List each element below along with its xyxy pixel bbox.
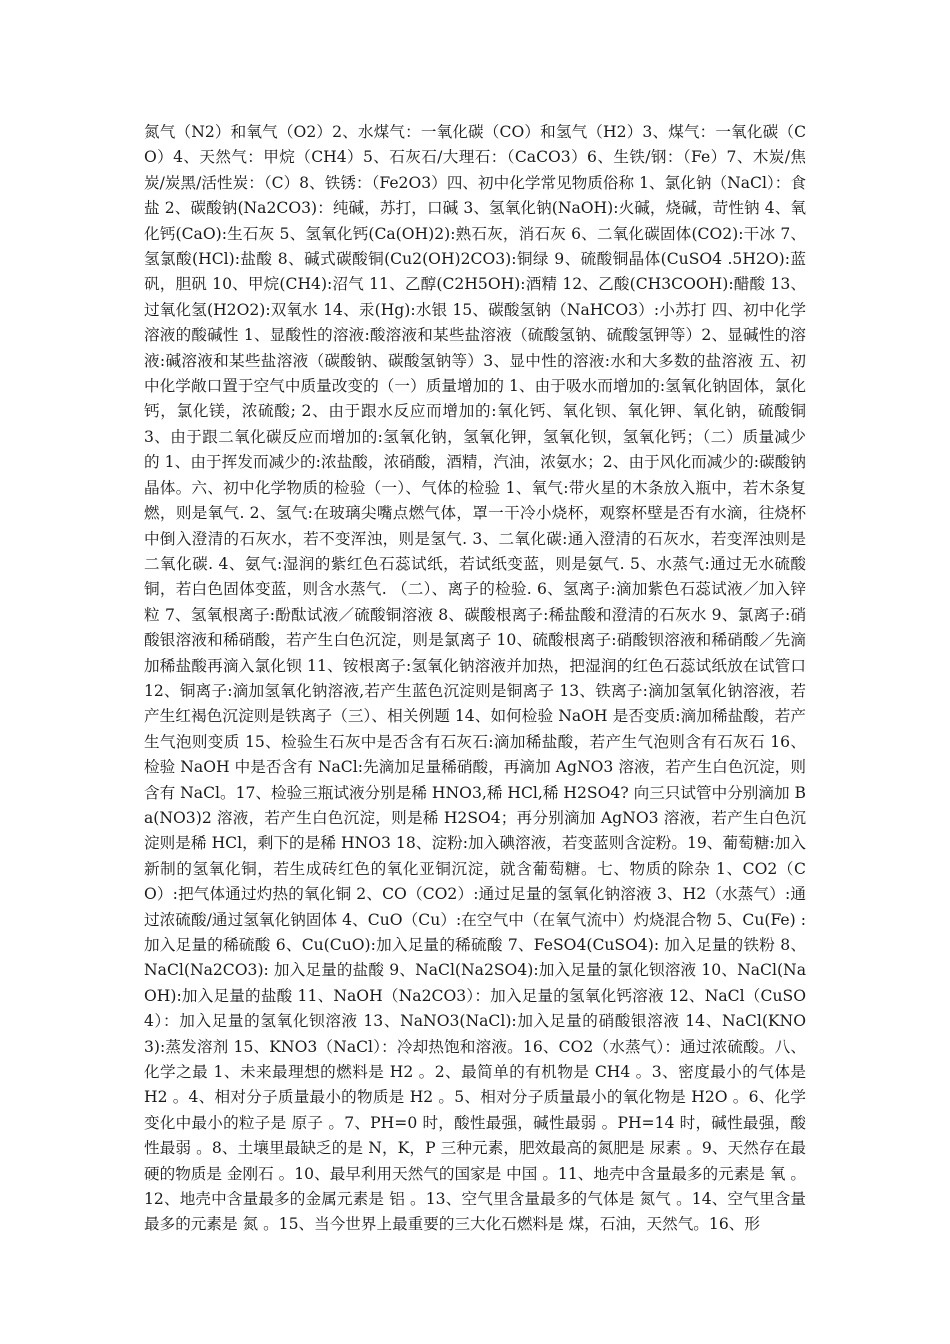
body-paragraph: 氮气（N2）和氧气（O2）2、水煤气：一氧化碳（CO）和氢气（H2）3、煤气：一氧化碳（CO）4、天然气：甲烷（CH4）5、石灰石/大理石：（CaCO3）6、生铁/钢：（Fe）7、木炭/焦炭/炭黑/活性炭：（C）8、铁锈：（Fe2O3）四、初中化学常见物质俗称 1、氯化钠（NaCl）：食盐 2、碳酸钠(Na2CO3)：纯碱，苏打，口碱 3、氢氧化钠(NaOH):火碱，烧碱，苛性钠 4、氧化钙(CaO):生石灰 5、氢氧化钙(Ca(OH)2):熟石灰，消石灰 6、二氧化碳固体(CO2):干冰 7、氢氯酸(HCl):盐酸 8、碱式碳酸铜(Cu2(OH)2CO3):铜绿 9、硫酸铜晶体(CuSO4 .5H2O):蓝矾，胆矾 10、甲烷(CH4):沼气 11、乙醇(C2H5OH):酒精 12、乙酸(CH3COOH):醋酸 13、过氧化氢(H2O2):双氧水 14、汞(Hg):水银 15、碳酸氢钠（NaHCO3）:小苏打 四、初中化学溶液的酸碱性 1、显酸性的溶液:酸溶液和某些盐溶液（硫酸氢钠、硫酸氢钾等）2、显碱性的溶液:碱溶液和某些盐溶液（碳酸钠、碳酸氢钠等）3、显中性的溶液:水和大多数的盐溶液 五、初中化学敞口置于空气中质量改变的（一）质量增加的 1、由于吸水而增加的:氢氧化钠固体，氯化钙，氯化镁，浓硫酸; 2、由于跟水反应而增加的:氧化钙、氧化钡、氧化钾、氧化钠，硫酸铜 3、由于跟二氧化碳反应而增加的:氢氧化钠，氢氧化钾，氢氧化钡，氢氧化钙；（二）质量减少的 1、由于挥发而减少的:浓盐酸，浓硝酸，酒精，汽油，浓氨水；2、由于风化而减少的:碳酸钠晶体。六、初中化学物质的检验（一）、气体的检验 1、氧气:带火星的木条放入瓶中，若木条复燃，则是氧气. 2、氢气:在玻璃尖嘴点燃气体，罩一干冷小烧杯，观察杯壁是否有水滴，往烧杯中倒入澄清的石灰水，若不变浑浊，则是氢气. 3、二氧化碳:通入澄清的石灰水，若变浑浊则是二氧化碳. 4、氨气:湿润的紫红色石蕊试纸，若试纸变蓝，则是氨气. 5、水蒸气:通过无水硫酸铜，若白色固体变蓝，则含水蒸气. （二）、离子的检验. 6、氢离子:滴加紫色石蕊试液／加入锌粒 7、氢氧根离子:酚酞试液／硫酸铜溶液 8、碳酸根离子:稀盐酸和澄清的石灰水 9、氯离子:硝酸银溶液和稀硝酸，若产生白色沉淀，则是氯离子 10、硫酸根离子:硝酸钡溶液和稀硝酸／先滴加稀盐酸再滴入氯化钡 11、铵根离子:氢氧化钠溶液并加热，把湿润的红色石蕊试纸放在试管口 12、铜离子:滴加氢氧化钠溶液,若产生蓝色沉淀则是铜离子 13、铁离子:滴加氢氧化钠溶液，若产生红褐色沉淀则是铁离子（三）、相关例题 14、如何检验 NaOH 是否变质:滴加稀盐酸，若产生气泡则变质 15、检验生石灰中是否含有石灰石:滴加稀盐酸，若产生气泡则含有石灰石 16、检验 NaOH 中是否含有 NaCl:先滴加足量稀硝酸，再滴加 AgNO3 溶液，若产生白色沉淀，则含有 NaCl。17、检验三瓶试液分别是稀 HNO3,稀 HCl,稀 H2SO4? 向三只试管中分别滴加 Ba(NO3)2 溶液，若产生白色沉淀，则是稀 H2SO4；再分别滴加 AgNO3 溶液，若产生白色沉淀则是稀 HCl，剩下的是稀 HNO3 18、淀粉:加入碘溶液，若变蓝则含淀粉。19、葡萄糖:加入新制的氢氧化铜，若生成砖红色的氧化亚铜沉淀，就含葡萄糖。七、物质的除杂 1、CO2（CO）:把气体通过灼热的氧化铜 2、CO（CO2）:通过足量的氢氧化钠溶液 3、H2（水蒸气）:通过浓硫酸/通过氢氧化钠固体 4、CuO（Cu）:在空气中（在氧气流中）灼烧混合物 5、Cu(Fe) :加入足量的稀硫酸 6、Cu(CuO):加入足量的稀硫酸 7、FeSO4(CuSO4): 加入足量的铁粉 8、NaCl(Na2CO3): 加入足量的盐酸 9、NaCl(Na2SO4):加入足量的氯化钡溶液 10、NaCl(NaOH):加入足量的盐酸 11、NaOH（Na2CO3）：加入足量的氢氧化钙溶液 12、NaCl（CuSO4）：加入足量的氢氧化钡溶液 13、NaNO3(NaCl):加入足量的硝酸银溶液 14、NaCl(KNO3):蒸发溶剂 15、KNO3（NaCl）：冷却热饱和溶液。16、CO2（水蒸气）：通过浓硫酸。八、化学之最 1、未来最理想的燃料是 H2 。2、最简单的有机物是 CH4 。3、密度最小的气体是 H2 。4、相对分子质量最小的物质是 H2 。5、相对分子质量最小的氧化物是 H2O 。6、化学变化中最小的粒子是 原子 。7、PH=0 时，酸性最强，碱性最弱 。PH=14 时，碱性最强，酸性最弱 。8、土壤里最缺乏的是 N，K，P 三种元素，肥效最高的氮肥是 尿素 。9、天然存在最硬的物质是 金刚石 。10、最早利用天然气的国家是 中国 。11、地壳中含量最多的元素是 氧 。12、地壳中含量最多的金属元素是 铝 。13、空气里含量最多的气体是 氮气 。14、空气里含量最多的元素是 氮 。15、当今世界上最重要的三大化石燃料是 煤，石油，天然气。16、形 bbox=[144, 123, 806, 1234]
